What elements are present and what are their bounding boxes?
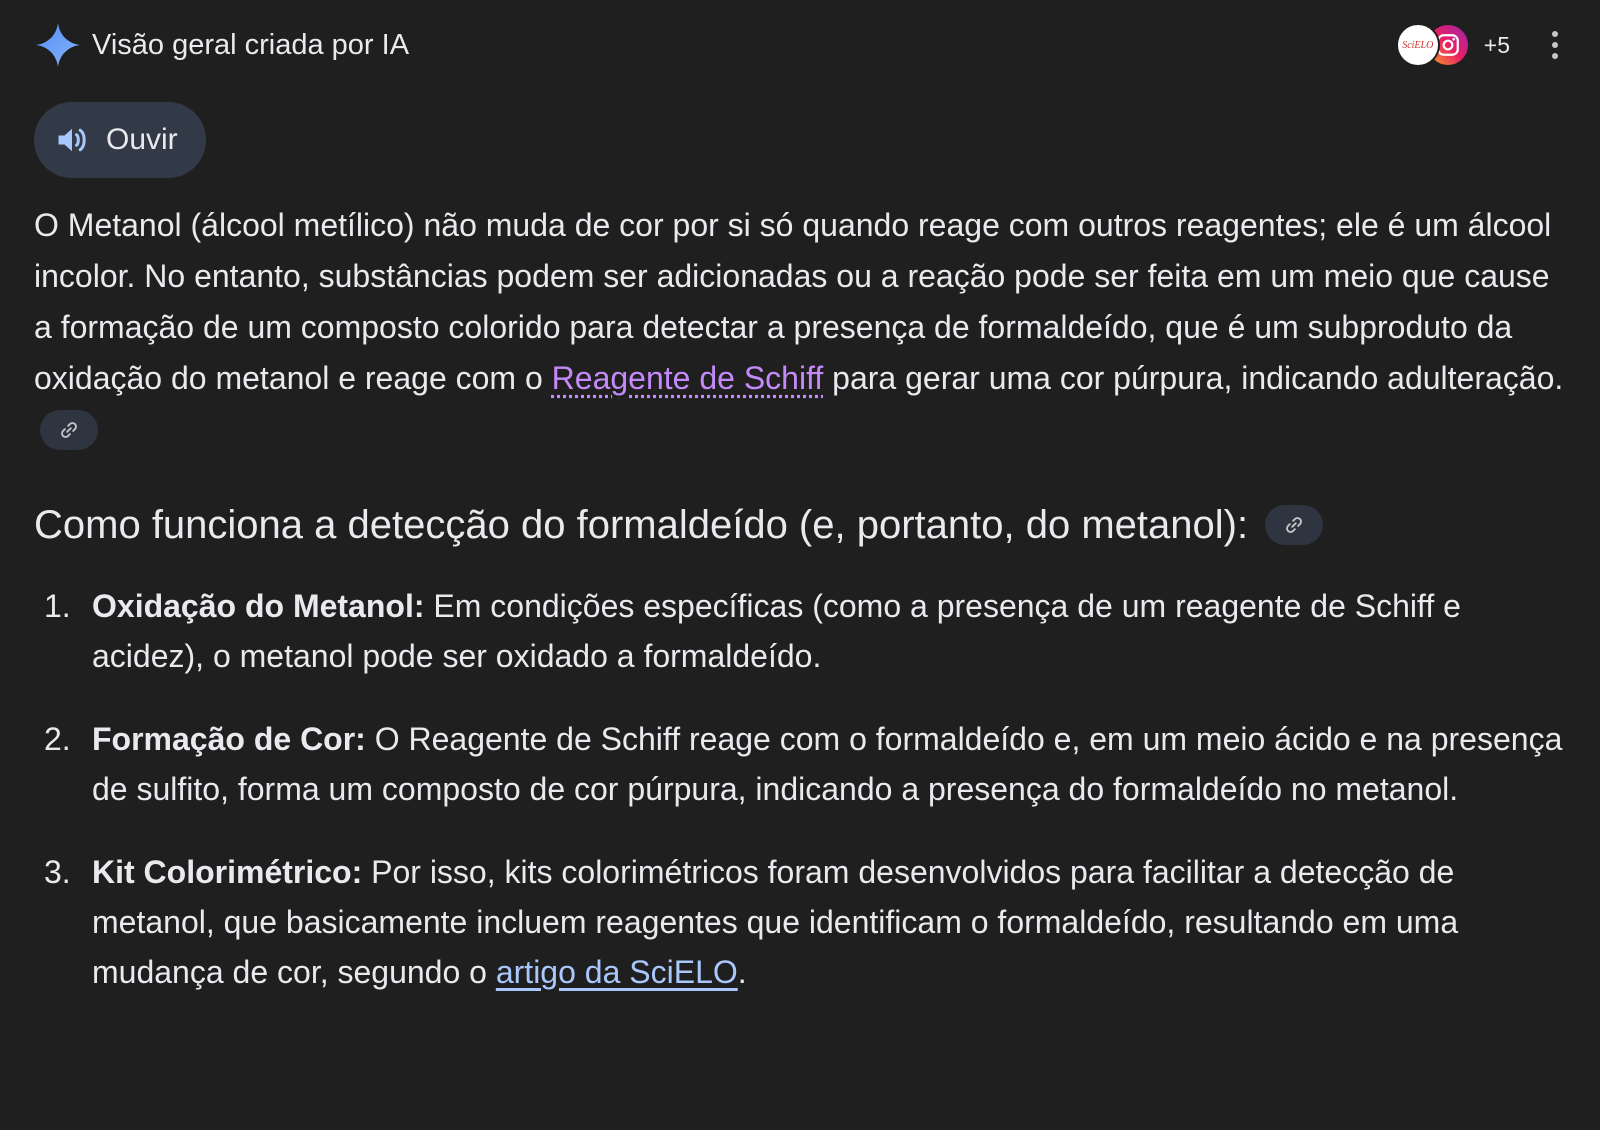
listen-button-label: Ouvir bbox=[106, 123, 178, 156]
step-title: Formação de Cor: bbox=[92, 721, 366, 757]
intro-citation-button[interactable] bbox=[40, 410, 98, 450]
step-body bbox=[92, 714, 1564, 814]
list-item bbox=[34, 581, 1564, 681]
step-title: Kit Colorimétrico: bbox=[92, 854, 363, 890]
intro-text-end: para gerar uma cor púrpura, indicando adulteração. bbox=[823, 360, 1564, 396]
scielo-article-link[interactable]: artigo da SciELO bbox=[495, 954, 738, 990]
step-number: 2. bbox=[44, 721, 71, 757]
step-number: 1. bbox=[44, 588, 71, 624]
section-heading-text: Como funciona a detecção do formaldeído (e, portanto, do metanol): bbox=[34, 503, 1249, 547]
section-heading bbox=[34, 499, 1564, 551]
step-body bbox=[92, 847, 1564, 997]
sparkle-icon bbox=[34, 21, 82, 69]
ai-overview-header bbox=[34, 18, 1570, 72]
step-body bbox=[92, 581, 1564, 681]
more-options-button[interactable] bbox=[1540, 25, 1570, 65]
ai-overview-content bbox=[34, 200, 1564, 1030]
link-icon bbox=[1283, 514, 1305, 536]
step-text: Por isso, kits colorimétricos foram desenvolvidos para facilitar a detecção de metanol, que basicamente incluem reagentes que identificam o formaldeído, resultando em uma mudança de cor, segundo o bbox=[92, 854, 1459, 990]
list-item bbox=[34, 847, 1564, 997]
ai-overview-title: Visão geral criada por IA bbox=[92, 28, 410, 61]
scielo-logo-text: SciELO bbox=[1402, 39, 1434, 51]
sources-button[interactable] bbox=[1396, 23, 1510, 67]
step-number: 3. bbox=[44, 854, 71, 890]
menu-dot bbox=[1552, 53, 1558, 59]
steps-list bbox=[34, 581, 1564, 997]
step-title: Oxidação do Metanol: bbox=[92, 588, 425, 624]
intro-paragraph bbox=[34, 200, 1564, 455]
step-text: Em condições específicas (como a presença de um reagente de Schiff e acidez), o metanol pode ser oxidado a formaldeído. bbox=[92, 588, 1461, 674]
schiff-reagent-link[interactable]: Reagente de Schiff bbox=[551, 360, 824, 396]
sources-more-count[interactable]: +5 bbox=[1483, 31, 1510, 58]
listen-button[interactable] bbox=[34, 102, 206, 178]
link-icon bbox=[58, 419, 80, 441]
speaker-icon bbox=[54, 122, 90, 158]
menu-dot bbox=[1552, 42, 1558, 48]
scielo-source-avatar[interactable] bbox=[1396, 23, 1440, 67]
heading-citation-button[interactable] bbox=[1265, 505, 1323, 545]
step-text-end: . bbox=[737, 954, 747, 990]
step-text: O Reagente de Schiff reage com o formaldeído e, em um meio ácido e na presença de sulfito, forma um composto de cor púrpura, indicando a presença do formaldeído no metanol. bbox=[92, 721, 1563, 807]
menu-dot bbox=[1552, 31, 1558, 37]
list-item bbox=[34, 714, 1564, 814]
intro-text: O Metanol (álcool metílico) não muda de cor por si só quando reage com outros reagentes; ele é um álcool incolor. No entanto, substâncias podem ser adicionadas ou a reação pode ser feita em um meio que cause a formação de um composto colorido para detectar a presença de formaldeído, que é um subproduto da oxidação do metanol e reage com o bbox=[34, 207, 1552, 396]
